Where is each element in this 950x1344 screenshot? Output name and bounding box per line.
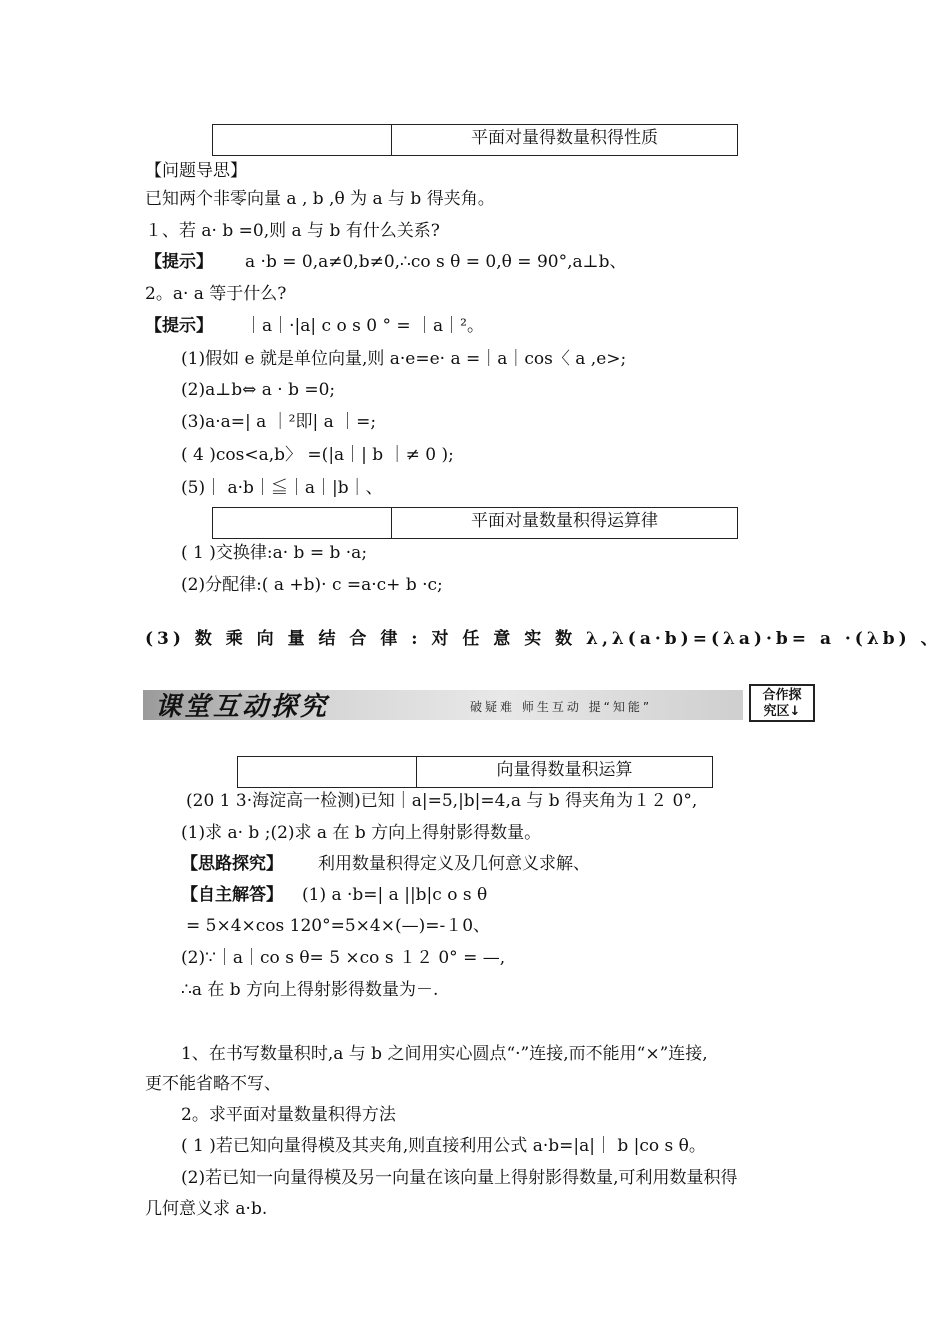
question-1: １、若 a· b =0,则 a 与 b 有什么关系?: [145, 221, 440, 241]
hint-2-text: ｜a｜·|a| c o s 0 ° = ｜a｜²。: [245, 316, 484, 336]
hint-2-label: 【提示】: [145, 316, 213, 336]
property-1: (1)假如 e 就是单位向量,则 a·e=e· a =｜a｜cos〈 a ,e>;: [181, 349, 627, 369]
banner-title: 课堂互动探究: [155, 692, 330, 722]
law-commutative: ( 1 )交换律:a· b = b ·a;: [181, 543, 368, 563]
example-ask: (1)求 a· b ;(2)求 a 在 b 方向上得射影得数量。: [181, 823, 542, 843]
banner-box-line-1: 合作探: [762, 688, 802, 703]
question-2: 2。a· a 等于什么?: [145, 284, 287, 304]
idea-text: 利用数量积得定义及几何意义求解、: [318, 854, 590, 874]
hint-1-text: a ·b = 0,a≠0,b≠0,∴co s θ = 0,θ = 90°,a⊥b、: [245, 252, 627, 272]
guide-intro: 已知两个非零向量 a , b ,θ 为 a 与 b 得夹角。: [145, 189, 495, 209]
answer-line-1: (1) a ·b=| a ||b|c o s θ: [302, 885, 488, 905]
section-banner: [143, 684, 815, 724]
banner-subtitle: 破疑难 师生互动 提“知能”: [470, 700, 653, 714]
property-5: (5)｜ a·b｜≦｜a｜|b｜、: [181, 478, 383, 498]
note-2-1: ( 1 )若已知向量得模及其夹角,则直接利用公式 a·b=|a|｜ b |co s θ。: [181, 1136, 706, 1156]
banner-nav-box: [749, 684, 815, 722]
example-problem: (20 1 3·海淀高一检测)已知｜a|=5,|b|=4,a 与 b 得夹角为１２ 0°,: [186, 791, 698, 811]
section-header-laws: [212, 507, 738, 539]
header-empty-cell: [213, 125, 392, 155]
guide-heading: 【问题导思】: [145, 161, 247, 181]
idea-label: 【思路探究】: [181, 854, 283, 874]
law-associative: (3) 数 乘 向 量 结 合 律 : 对 任 意 实 数 λ,λ(a·b)=(λa)·b= a ·(λb) 、: [145, 629, 942, 649]
property-3: (3)a·a=| a ｜²即| a ｜=;: [181, 412, 377, 432]
note-1: 1、在书写数量积时,a 与 b 之间用实心圆点“·”连接,而不能用“×”连接,: [181, 1044, 708, 1064]
hint-1-label: 【提示】: [145, 252, 213, 272]
banner-box-line-2: 究区↓: [763, 704, 801, 719]
note-2: 2。求平面对量数量积得方法: [181, 1105, 396, 1125]
section-header-properties: [212, 124, 738, 156]
law-distributive: (2)分配律:( a +b)· c =a·c+ b ·c;: [181, 575, 443, 595]
section-header-operations: [237, 756, 713, 788]
header-empty-cell: [213, 508, 392, 538]
answer-line-2: = 5×4×cos 120°=5×4×(—)=-１0、: [186, 916, 491, 936]
section-title: 平面对量得数量积得性质: [471, 128, 658, 148]
answer-line-4: ∴a 在 b 方向上得射影得数量为－.: [181, 980, 439, 1000]
property-4: ( 4 )cos<a,b〉 =(|a｜| b ｜≠ 0 );: [181, 445, 454, 465]
section-title: 向量得数量积运算: [496, 760, 633, 780]
answer-line-3: (2)∵｜a｜co s θ= 5 ×co s １２ 0° = —,: [181, 948, 506, 968]
note-2-2: (2)若已知一向量得模及另一向量在该向量上得射影得数量,可利用数量积得: [181, 1168, 738, 1188]
answer-label: 【自主解答】: [181, 885, 283, 905]
note-1-cont: 更不能省略不写、: [145, 1074, 281, 1094]
header-empty-cell: [238, 757, 417, 787]
section-title: 平面对量数量积得运算律: [471, 511, 658, 531]
property-2: (2)a⊥b⇔ a · b =0;: [181, 380, 336, 400]
note-2-2-cont: 几何意义求 a·b.: [145, 1199, 268, 1219]
